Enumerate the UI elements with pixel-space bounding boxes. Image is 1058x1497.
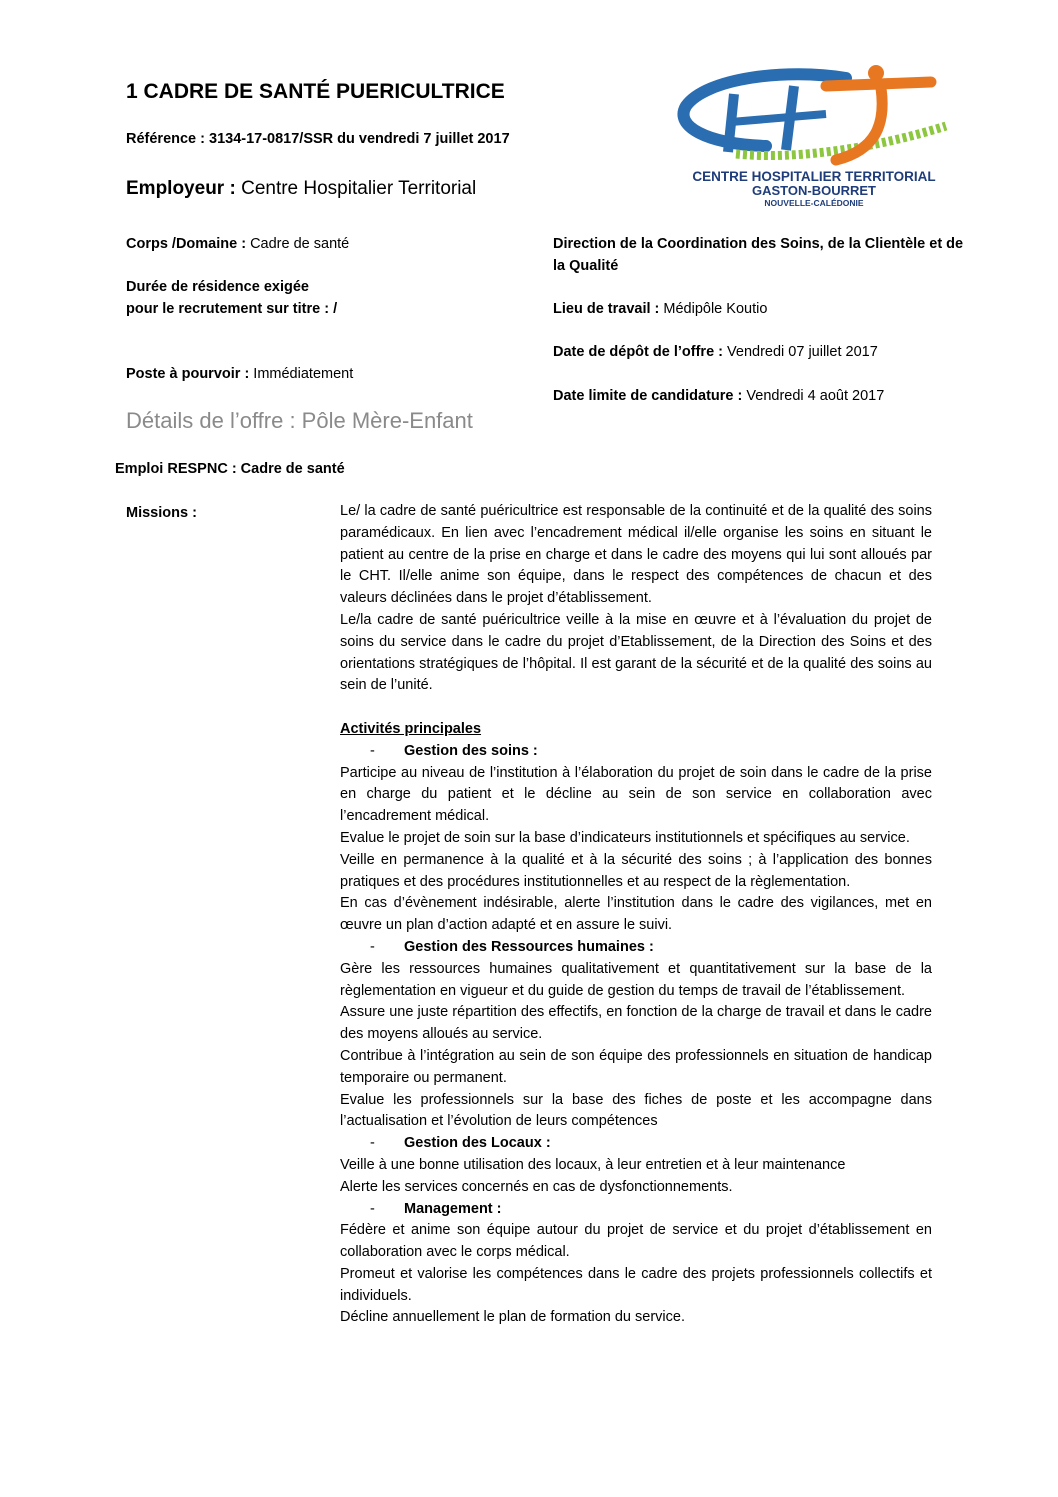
bullet-dash: - bbox=[370, 1135, 375, 1152]
locaux-item: Alerte les services concernés en cas de dysfonctionnements. bbox=[340, 1178, 733, 1195]
poste-label: Poste à pourvoir : bbox=[126, 366, 250, 382]
details-title: Détails de l’offre : Pôle Mère-Enfant bbox=[126, 408, 473, 433]
management-item: Décline annuellement le plan de formation du service. bbox=[340, 1309, 685, 1326]
bullet-management bbox=[340, 1199, 932, 1221]
management-item: Promeut et valorise les compétences dans le cadre des projets professionnels collectifs et individuels. bbox=[340, 1265, 932, 1304]
rh-item: Contribue à l’intégration au sein de son équipe des professionnels en situation de handicap temporaire ou permanent. bbox=[340, 1047, 932, 1086]
logo-h-bar bbox=[731, 114, 826, 122]
bullet-rh bbox=[340, 937, 932, 959]
employer-label: Employeur : bbox=[126, 178, 236, 199]
missions-label: Missions : bbox=[126, 505, 197, 521]
soins-item: Participe au niveau de l’institution à l’élaboration du projet de soin dans le cadre de la prise en charge du patient et le décline au sein de son service en collaboration avec l’encadrement médical. bbox=[340, 764, 932, 825]
soins-item: Evalue le projet de soin sur la base d’indicateurs institutionnels et spécifiques au service. bbox=[340, 829, 910, 846]
logo-t-dot bbox=[868, 65, 884, 81]
soins-item: Veille en permanence à la qualité et à la sécurité des soins ; à l’application des bonnes pratiques et des procédures institutionnelles et au respect de la règlementation. bbox=[340, 851, 932, 890]
lieu-field bbox=[553, 298, 767, 320]
corps-field bbox=[126, 233, 349, 255]
depot-value: Vendredi 07 juillet 2017 bbox=[723, 344, 878, 360]
locaux-title: Gestion des Locaux : bbox=[404, 1135, 551, 1152]
lieu-label: Lieu de travail : bbox=[553, 301, 660, 317]
limite-value: Vendredi 4 août 2017 bbox=[742, 388, 885, 404]
depot-field bbox=[553, 341, 878, 363]
lieu-value: Médipôle Koutio bbox=[659, 301, 768, 317]
bullet-soins bbox=[340, 741, 932, 763]
page-title: 1 CADRE DE SANTÉ PUERICULTRICE bbox=[126, 80, 505, 103]
duree-label-line2: pour le recrutement sur titre : / bbox=[126, 301, 338, 317]
employer-value: Centre Hospitalier Territorial bbox=[235, 178, 477, 199]
logo-line3: NOUVELLE-CALÉDONIE bbox=[764, 198, 864, 208]
employer bbox=[126, 178, 476, 200]
management-title: Management : bbox=[404, 1200, 502, 1217]
direction-line1: Direction de la Coordination des Soins, de la Clientèle et de bbox=[553, 236, 964, 252]
bullet-locaux bbox=[340, 1133, 932, 1155]
bullet-dash: - bbox=[370, 742, 375, 759]
mission-paragraph-1: Le/ la cadre de santé puéricultrice est responsable de la continuité et de la qualité des soins paramédicaux. En lien avec l’encadrement médical il/elle organise les soins en situant le patient au centre de la prise en charge et dans le cadre des moyens qui lui sont alloués par le CHT. Il/elle anime son équipe, dans le respect des compétences de chacun et des valeurs déclinées dans le projet d’établissement. bbox=[340, 503, 932, 607]
bullet-dash: - bbox=[370, 938, 375, 955]
poste-field bbox=[126, 363, 353, 385]
mission-paragraph-2: Le/la cadre de santé puéricultrice veille à la mise en œuvre et à l’évaluation du projet de soins du service dans le cadre du projet d’Etablissement, de la Direction des Soins et des orientations stratégiques de l’hôpital. Il est garant de la sécurité et de la qualité des soins au sein de l’unité. bbox=[340, 611, 932, 694]
direction-field bbox=[553, 233, 963, 277]
emploi: Emploi RESPNC : Cadre de santé bbox=[115, 461, 345, 477]
direction-line2: la Qualité bbox=[553, 258, 619, 274]
logo-line1: CENTRE HOSPITALIER TERRITORIAL bbox=[692, 169, 936, 184]
cht-logo bbox=[676, 64, 952, 214]
activites-title: Activités principales bbox=[340, 720, 482, 737]
rh-title: Gestion des Ressources humaines : bbox=[404, 938, 654, 955]
missions-body bbox=[340, 501, 932, 1329]
corps-value: Cadre de santé bbox=[246, 236, 350, 252]
soins-item: En cas d’évènement indésirable, alerte l’institution dans le cadre des vigilances, met en œuvre un plan d’action adapté et en assure le suivi. bbox=[340, 895, 932, 934]
rh-item: Gère les ressources humaines qualitativement et quantitativement sur la base de la règlementation en vigueur et du guide de gestion du temps de travail de l’établissement. bbox=[340, 960, 932, 999]
management-item: Fédère et anime son équipe autour du projet de service et du projet d’établissement en collaboration avec le corps médical. bbox=[340, 1222, 932, 1261]
poste-value: Immédiatement bbox=[249, 366, 354, 382]
corps-label: Corps /Domaine : bbox=[126, 236, 247, 252]
rh-item: Assure une juste répartition des effectifs, en fonction de la charge de travail et dans le cadre des moyens alloués au service. bbox=[340, 1004, 932, 1043]
soins-title: Gestion des soins : bbox=[404, 742, 538, 759]
locaux-item: Veille à une bonne utilisation des locaux, à leur entretien et à leur maintenance bbox=[340, 1156, 846, 1173]
duree-label-line1: Durée de résidence exigée bbox=[126, 279, 309, 295]
rh-item: Evalue les professionnels sur la base des fiches de poste et les accompagne dans l’actualisation et l’évolution de leurs compétences bbox=[340, 1091, 932, 1130]
limite-label: Date limite de candidature : bbox=[553, 388, 743, 404]
limite-field bbox=[553, 385, 884, 407]
logo-line2: GASTON-BOURRET bbox=[752, 183, 876, 198]
depot-label: Date de dépôt de l’offre : bbox=[553, 344, 723, 360]
reference: Référence : 3134-17-0817/SSR du vendredi 7 juillet 2017 bbox=[126, 131, 510, 147]
duree-field bbox=[126, 276, 337, 320]
bullet-dash: - bbox=[370, 1200, 375, 1217]
